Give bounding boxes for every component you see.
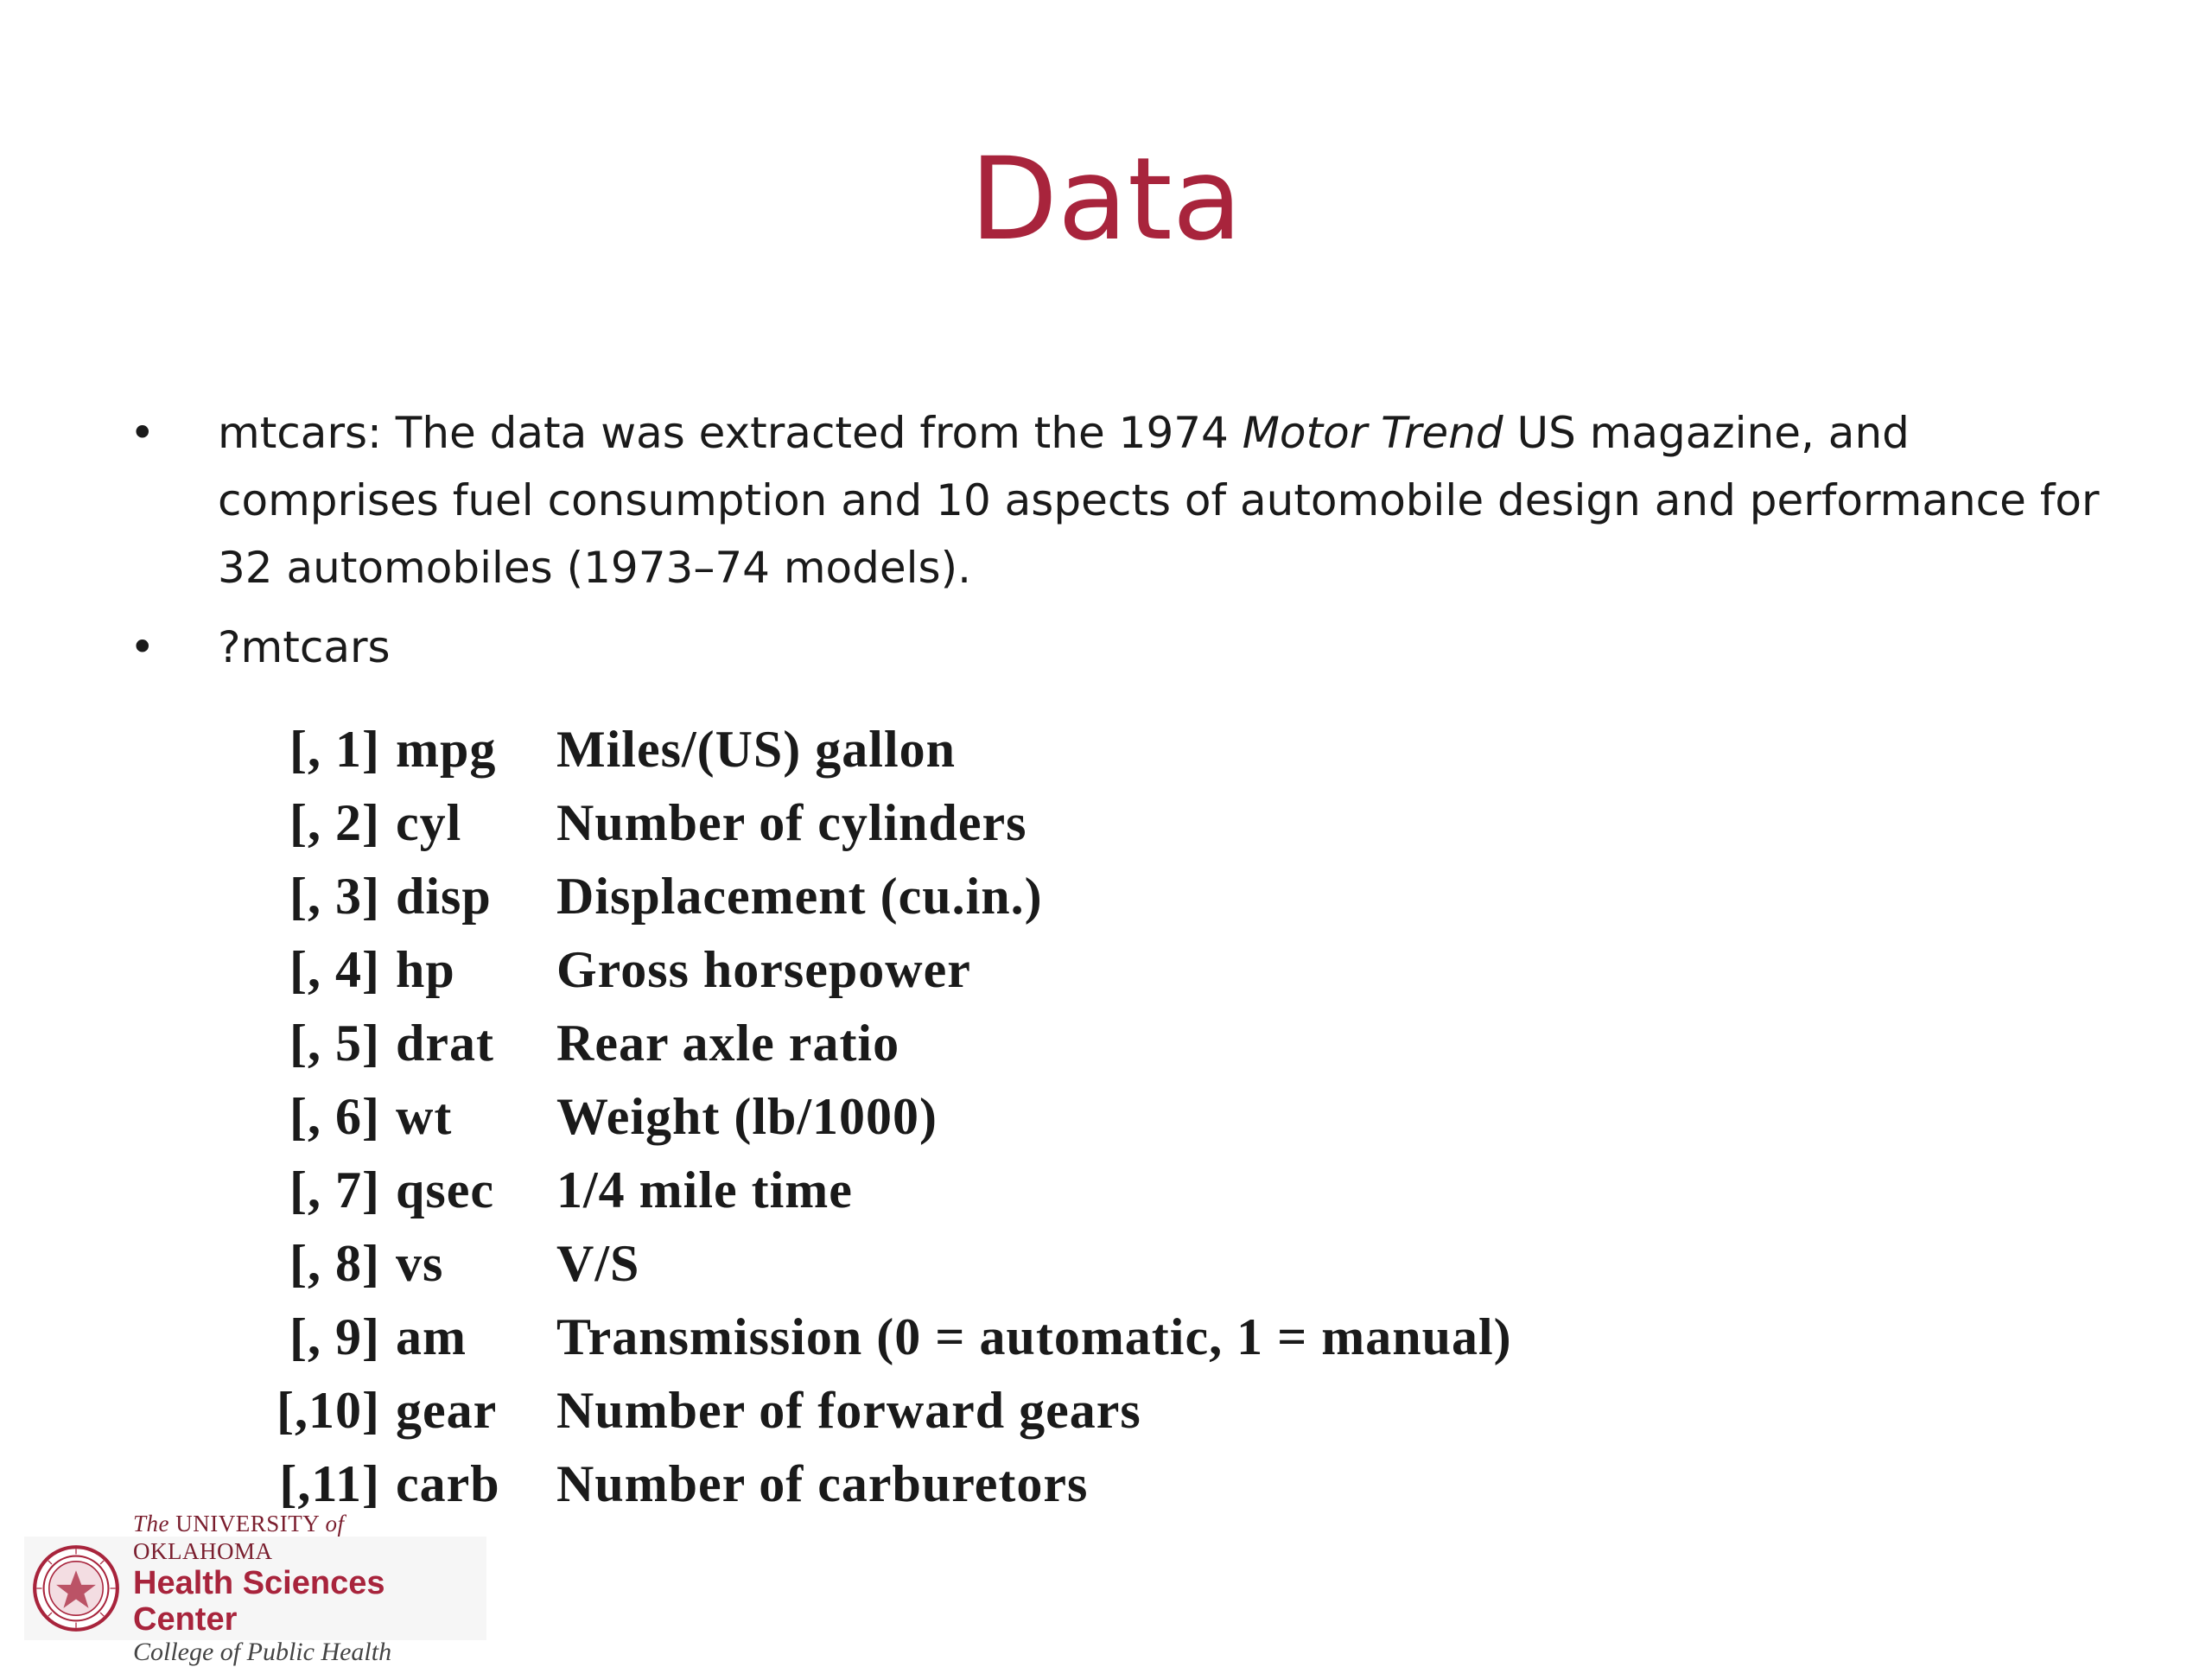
variable-row: [207, 860, 1512, 933]
logo-the: The: [133, 1511, 169, 1537]
bullet-text: [218, 408, 2100, 593]
bullet-item-description: [130, 399, 2117, 601]
bullet-list: [130, 399, 2117, 693]
variable-name: disp: [396, 868, 492, 925]
variable-name: drat: [396, 1015, 494, 1072]
variable-index: [, 3]: [289, 868, 380, 925]
variable-index: [, 6]: [289, 1088, 380, 1145]
university-seal-icon: [31, 1543, 121, 1633]
bullet-dot: •: [130, 408, 156, 458]
variable-description: Number of forward gears: [556, 1382, 1141, 1439]
variable-row: [207, 786, 1512, 860]
variable-index: [,10]: [276, 1382, 380, 1439]
variable-description: Number of cylinders: [556, 794, 1027, 851]
variable-name: hp: [396, 941, 455, 998]
variable-row: [207, 713, 1512, 786]
variable-description: Gross horsepower: [556, 941, 971, 998]
logo-text: [133, 1510, 486, 1667]
variable-row: [207, 1154, 1512, 1227]
logo-university: UNIVERSITY: [169, 1511, 326, 1537]
logo-oklahoma: OKLAHOMA: [133, 1538, 273, 1564]
bullet-text: ?mtcars: [218, 622, 391, 672]
variable-description: Weight (lb/1000): [556, 1088, 938, 1145]
variable-name: carb: [396, 1455, 500, 1512]
variable-description: Transmission (0 = automatic, 1 = manual): [556, 1308, 1512, 1365]
bullet-text-before: mtcars: The data was extracted from the 1974: [218, 408, 1243, 458]
variable-description: Number of carburetors: [556, 1455, 1089, 1512]
variable-description: V/S: [556, 1235, 640, 1292]
variable-description: Displacement (cu.in.): [556, 868, 1043, 925]
variable-name: mpg: [396, 721, 497, 778]
variable-index: [, 2]: [289, 794, 380, 851]
variable-index: [, 4]: [289, 941, 380, 998]
variable-name: wt: [396, 1088, 453, 1145]
variable-description: Miles/(US) gallon: [556, 721, 956, 778]
variable-row: [207, 1227, 1512, 1301]
variable-name: qsec: [396, 1161, 494, 1218]
variable-name: cyl: [396, 794, 462, 851]
variable-row: [207, 1080, 1512, 1154]
variable-index: [, 5]: [289, 1015, 380, 1072]
logo-hsc-name: Health Sciences Center: [133, 1565, 385, 1638]
bullet-text-italic: Motor Trend: [1242, 408, 1503, 458]
variable-name: vs: [396, 1235, 444, 1292]
variable-row: [207, 1007, 1512, 1080]
variable-index: [, 1]: [289, 721, 380, 778]
university-logo: [24, 1511, 486, 1666]
variable-table: [207, 713, 1512, 1521]
variable-index: [,11]: [279, 1455, 380, 1512]
logo-of: of: [325, 1511, 345, 1537]
bullet-text-after: US magazine, and comprises fuel consumption and 10 aspects of automobile design and performance for 32 automobiles (1973–74 models).: [218, 408, 2100, 593]
variable-row: [207, 933, 1512, 1007]
variable-row: [207, 1301, 1512, 1374]
bullet-item-help-command: [130, 614, 2117, 681]
variable-index: [, 9]: [289, 1308, 380, 1365]
variable-index: [, 7]: [289, 1161, 380, 1218]
logo-university-name: [133, 1510, 486, 1565]
logo-college-name: College of Public Health: [133, 1638, 392, 1666]
variable-description: Rear axle ratio: [556, 1015, 900, 1072]
variable-row: [207, 1374, 1512, 1447]
variable-description: 1/4 mile time: [556, 1161, 853, 1218]
slide-title: Data: [969, 133, 1243, 266]
variable-index: [, 8]: [289, 1235, 380, 1292]
variable-name: am: [396, 1308, 467, 1365]
variable-name: gear: [396, 1382, 498, 1439]
bullet-dot: •: [130, 622, 156, 672]
